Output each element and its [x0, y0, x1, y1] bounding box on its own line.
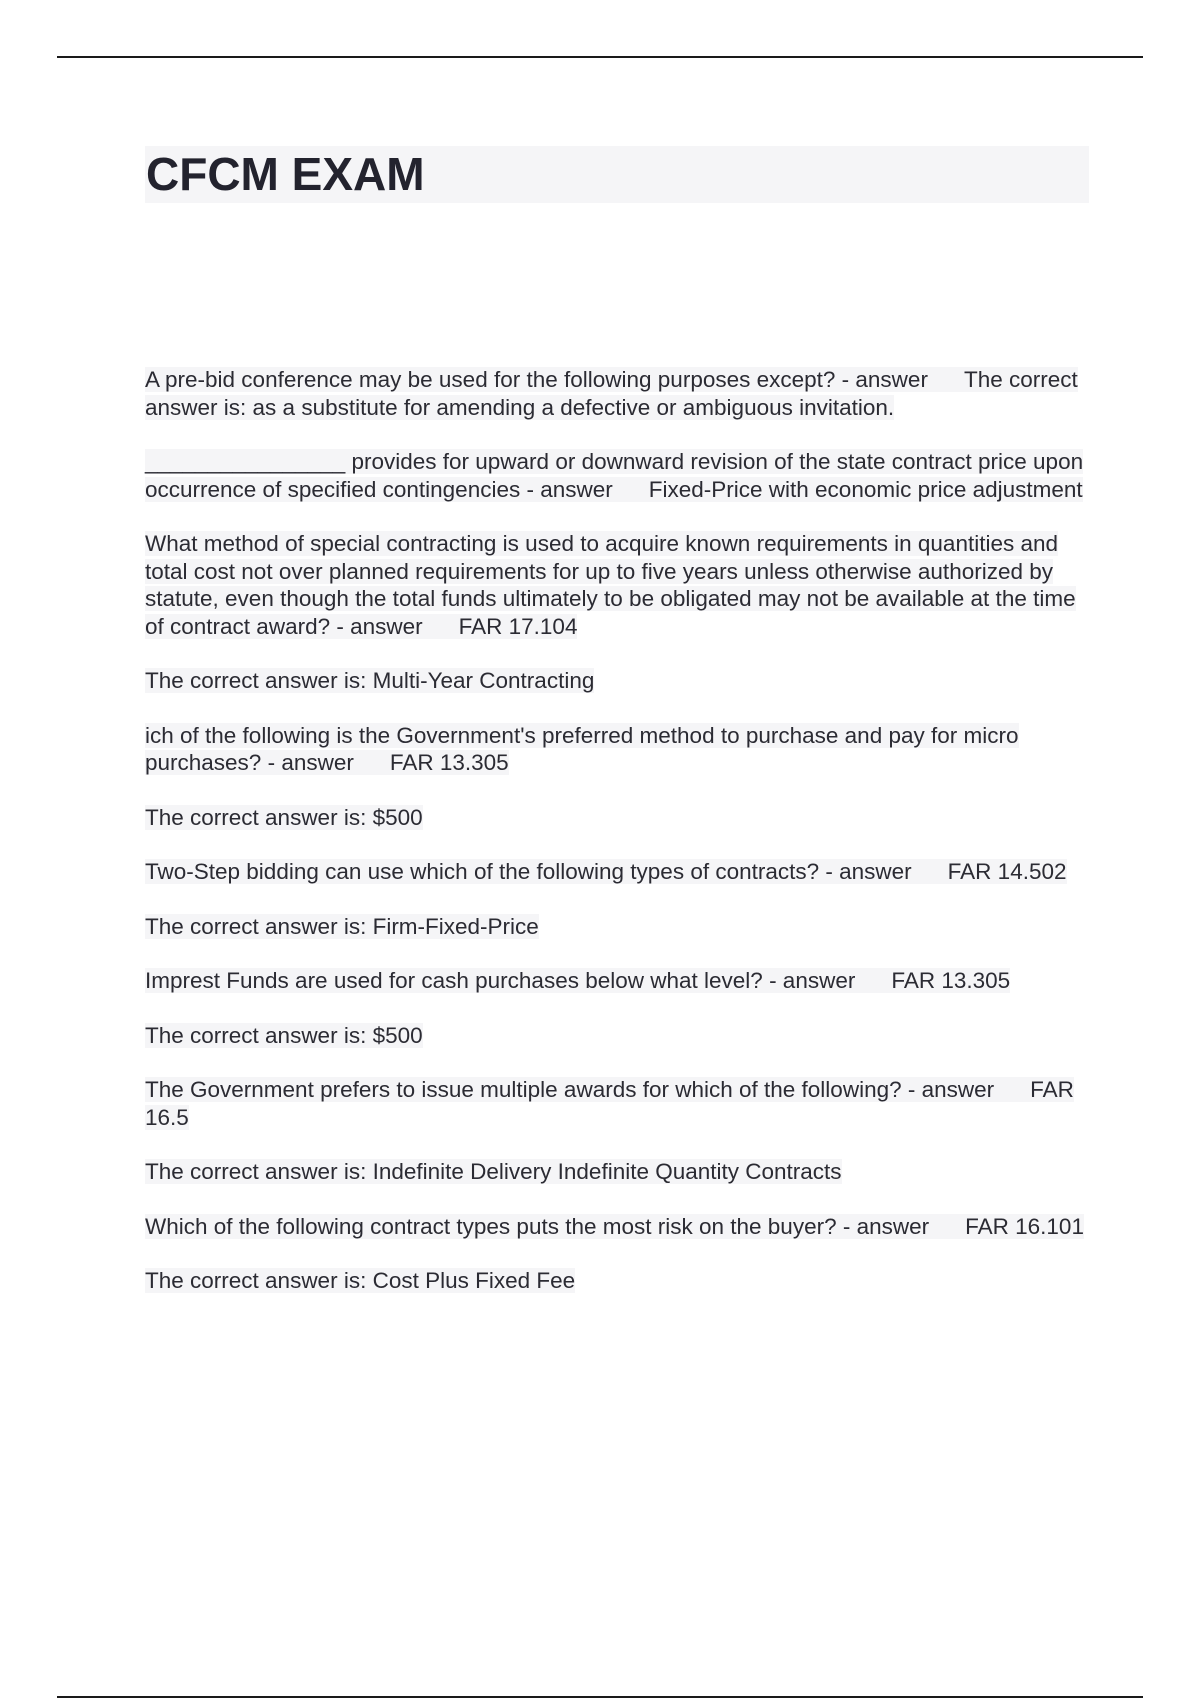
qa-answer: The correct answer is: as a substitute for amending a defective or ambiguous invitation. — [145, 367, 1078, 420]
qa-answer: FAR 16.5 — [145, 1077, 1074, 1130]
qa-question: Which of the following contract types puts the most risk on the buyer? - answer — [145, 1213, 930, 1239]
qa-followup-8 — [145, 1267, 1091, 1295]
qa-followup-7 — [145, 1158, 1091, 1186]
qa-question: A pre-bid conference may be used for the following purposes except? - answer — [145, 367, 928, 392]
document-title: CFCM EXAM — [146, 148, 425, 200]
qa-item-5 — [145, 858, 1091, 886]
qa-followup-4 — [145, 804, 1091, 832]
qa-question: ________________ provides for upward or downward revision of the state contract price upon occurrence of specified contingencies - answer — [145, 449, 1084, 502]
qa-item-4 — [145, 722, 1091, 777]
qa-followup: The correct answer is: Multi-Year Contracting — [145, 668, 595, 693]
qa-item-1 — [145, 366, 1091, 421]
qa-item-2 — [145, 448, 1091, 503]
qa-answer: FAR 16.101 — [965, 1213, 1084, 1239]
qa-followup-6 — [145, 1022, 1091, 1050]
top-rule — [57, 56, 1143, 58]
qa-question: What method of special contracting is used to acquire known requirements in quantities and total cost not over planned requirements for up to five years unless otherwise authorized by statute, even though the total funds ultimately to be obligated may not be available at the time of contract award? - answer — [145, 531, 1076, 639]
qa-answer: Fixed-Price with economic price adjustment — [648, 476, 1083, 502]
qa-list — [145, 366, 1091, 1322]
qa-answer: FAR 13.305 — [891, 968, 1011, 993]
qa-question: ich of the following is the Government's preferred method to purchase and pay for micro purchases? - answer — [145, 722, 1019, 775]
bottom-rule — [57, 1696, 1143, 1698]
qa-item-7 — [145, 1076, 1091, 1131]
qa-question: Imprest Funds are used for cash purchases below what level? - answer — [145, 968, 856, 993]
qa-item-6 — [145, 967, 1091, 995]
qa-followup: The correct answer is: Cost Plus Fixed Fee — [145, 1268, 576, 1293]
qa-followup-3 — [145, 667, 1091, 695]
qa-followup-5 — [145, 913, 1091, 941]
qa-followup: The correct answer is: Firm-Fixed-Price — [145, 913, 539, 939]
qa-answer: FAR 13.305 — [389, 750, 509, 775]
qa-followup: The correct answer is: Indefinite Delivery Indefinite Quantity Contracts — [145, 1159, 842, 1184]
qa-item-8 — [145, 1213, 1091, 1241]
qa-followup: The correct answer is: $500 — [145, 804, 423, 830]
qa-answer: FAR 14.502 — [947, 859, 1067, 884]
qa-question: Two-Step bidding can use which of the following types of contracts? - answer — [145, 859, 912, 884]
qa-item-3 — [145, 530, 1091, 640]
qa-question: The Government prefers to issue multiple awards for which of the following? - answer — [145, 1077, 995, 1102]
qa-answer: FAR 17.104 — [458, 613, 578, 639]
qa-followup: The correct answer is: $500 — [145, 1022, 423, 1048]
